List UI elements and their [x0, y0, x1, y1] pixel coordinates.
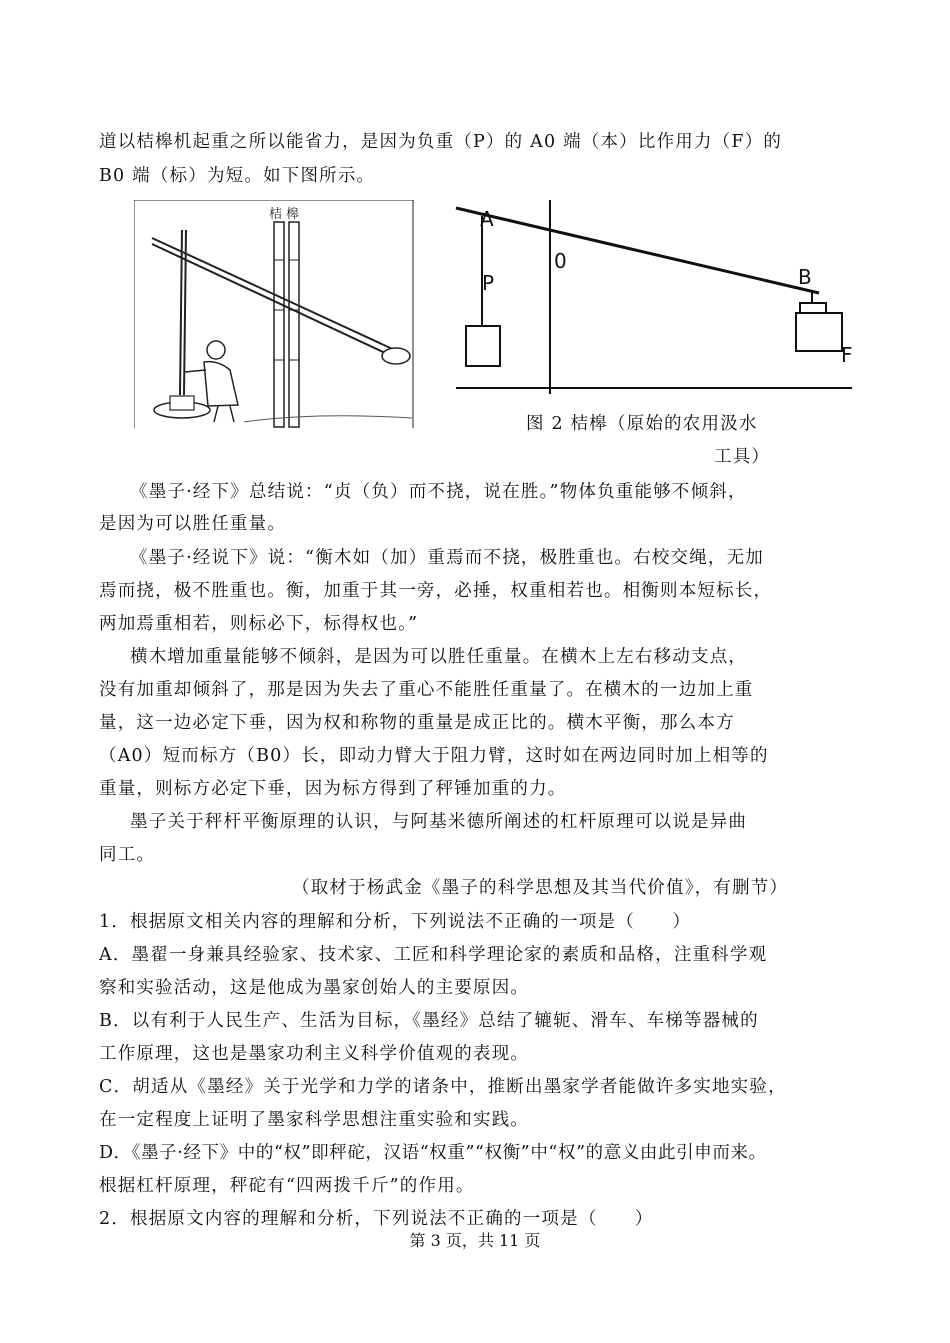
question-line: 1．根据原文相关内容的理解和分析，下列说法不正确的一项是（ ）	[99, 912, 692, 932]
label-o: 0	[554, 249, 567, 273]
question-line: A．墨翟一身兼具经验家、技术家、工匠和科学理论家的素质和品格，注重科学观	[99, 945, 768, 965]
question-line: B．以有利于人民生产、生活为目标，《墨经》总结了辘轭、滑车、车梯等器械的	[99, 1011, 759, 1031]
paragraph-line: 焉而挠，极不胜重也。衡，加重于其一旁，必捶，权重相若也。相衡则本短标长，	[99, 581, 773, 601]
question-line: D．《墨子·经下》中的“权”即秤砣，汉语“权重”“权衡”中“权”的意义由此引申而来。	[99, 1143, 767, 1163]
lever-diagram	[454, 198, 854, 398]
paragraph-line: 量，这一边必定下垂，因为权和称物的重量是成正比的。横木平衡，那么本方	[99, 713, 735, 733]
text-line-1: 道以桔槔机起重之所以能省力，是因为负重（P）的 A0 端（本）比作用力（F）的	[99, 132, 783, 152]
question-line: 根据杠杆原理，秤砣有“四两拨千斤”的作用。	[99, 1176, 475, 1196]
paragraph-line: 《墨子·经说下》说：“衡木如（加）重焉而不挠，极胜重也。右校交绳，无加	[130, 548, 765, 568]
paragraph-line: 横木增加重量能够不倾斜，是因为可以胜任重量。在横木上左右移动支点，	[130, 647, 748, 667]
paragraph-line: 没有加重却倾斜了，那是因为失去了重心不能胜任重量了。在横木的一边加上重	[99, 680, 754, 700]
paragraph-line: 墨子关于秤杆平衡原理的认识，与阿基米德所阐述的杠杆原理可以说是异曲	[130, 812, 748, 832]
shaduf-label: 桔 槔	[269, 207, 300, 222]
label-p: P	[482, 271, 495, 295]
paragraph-line: 《墨子·经下》总结说：“贞（负）而不挠，说在胜。”物体负重能够不倾斜，	[130, 482, 747, 502]
label-f: F	[841, 343, 853, 367]
page-footer: 第 3 页，共 11 页	[409, 1231, 541, 1250]
text-line-2: B0 端（标）为短。如下图所示。	[99, 166, 376, 186]
question-line: 工作原理，这也是墨家功利主义科学价值观的表现。	[99, 1044, 530, 1064]
paragraph-line: 重量，则标方必定下垂，因为标方得到了秤锤加重的力。	[99, 779, 567, 799]
paragraph-line: 是因为可以胜任重量。	[99, 514, 286, 534]
shaduf-illustration	[134, 200, 414, 430]
paragraph-line: 同工。	[99, 845, 156, 865]
label-a: A	[480, 207, 494, 231]
figure-caption-1: 图 2 桔槔（原始的农用汲水	[526, 414, 758, 434]
source-citation: （取材于杨武金《墨子的科学思想及其当代价值》，有删节）	[292, 878, 789, 898]
question-line: 察和实验活动，这是他成为墨家创始人的主要原因。	[99, 978, 530, 998]
paragraph-line: 两加焉重相若，则标必下，标得权也。”	[99, 614, 419, 634]
paragraph-line: （A0）短而标方（B0）长，即动力臂大于阻力臂，这时如在两边同时加上相等的	[99, 746, 769, 766]
question-line: C．胡适从《墨经》关于光学和力学的诸条中，推断出墨家学者能做许多实地实验，	[99, 1077, 787, 1097]
question-line: 2．根据原文内容的理解和分析，下列说法不正确的一项是（ ）	[99, 1209, 654, 1229]
question-line: 在一定程度上证明了墨家科学思想注重实验和实践。	[99, 1110, 530, 1130]
label-b: B	[798, 265, 812, 289]
figure-caption-2: 工具）	[714, 447, 771, 467]
